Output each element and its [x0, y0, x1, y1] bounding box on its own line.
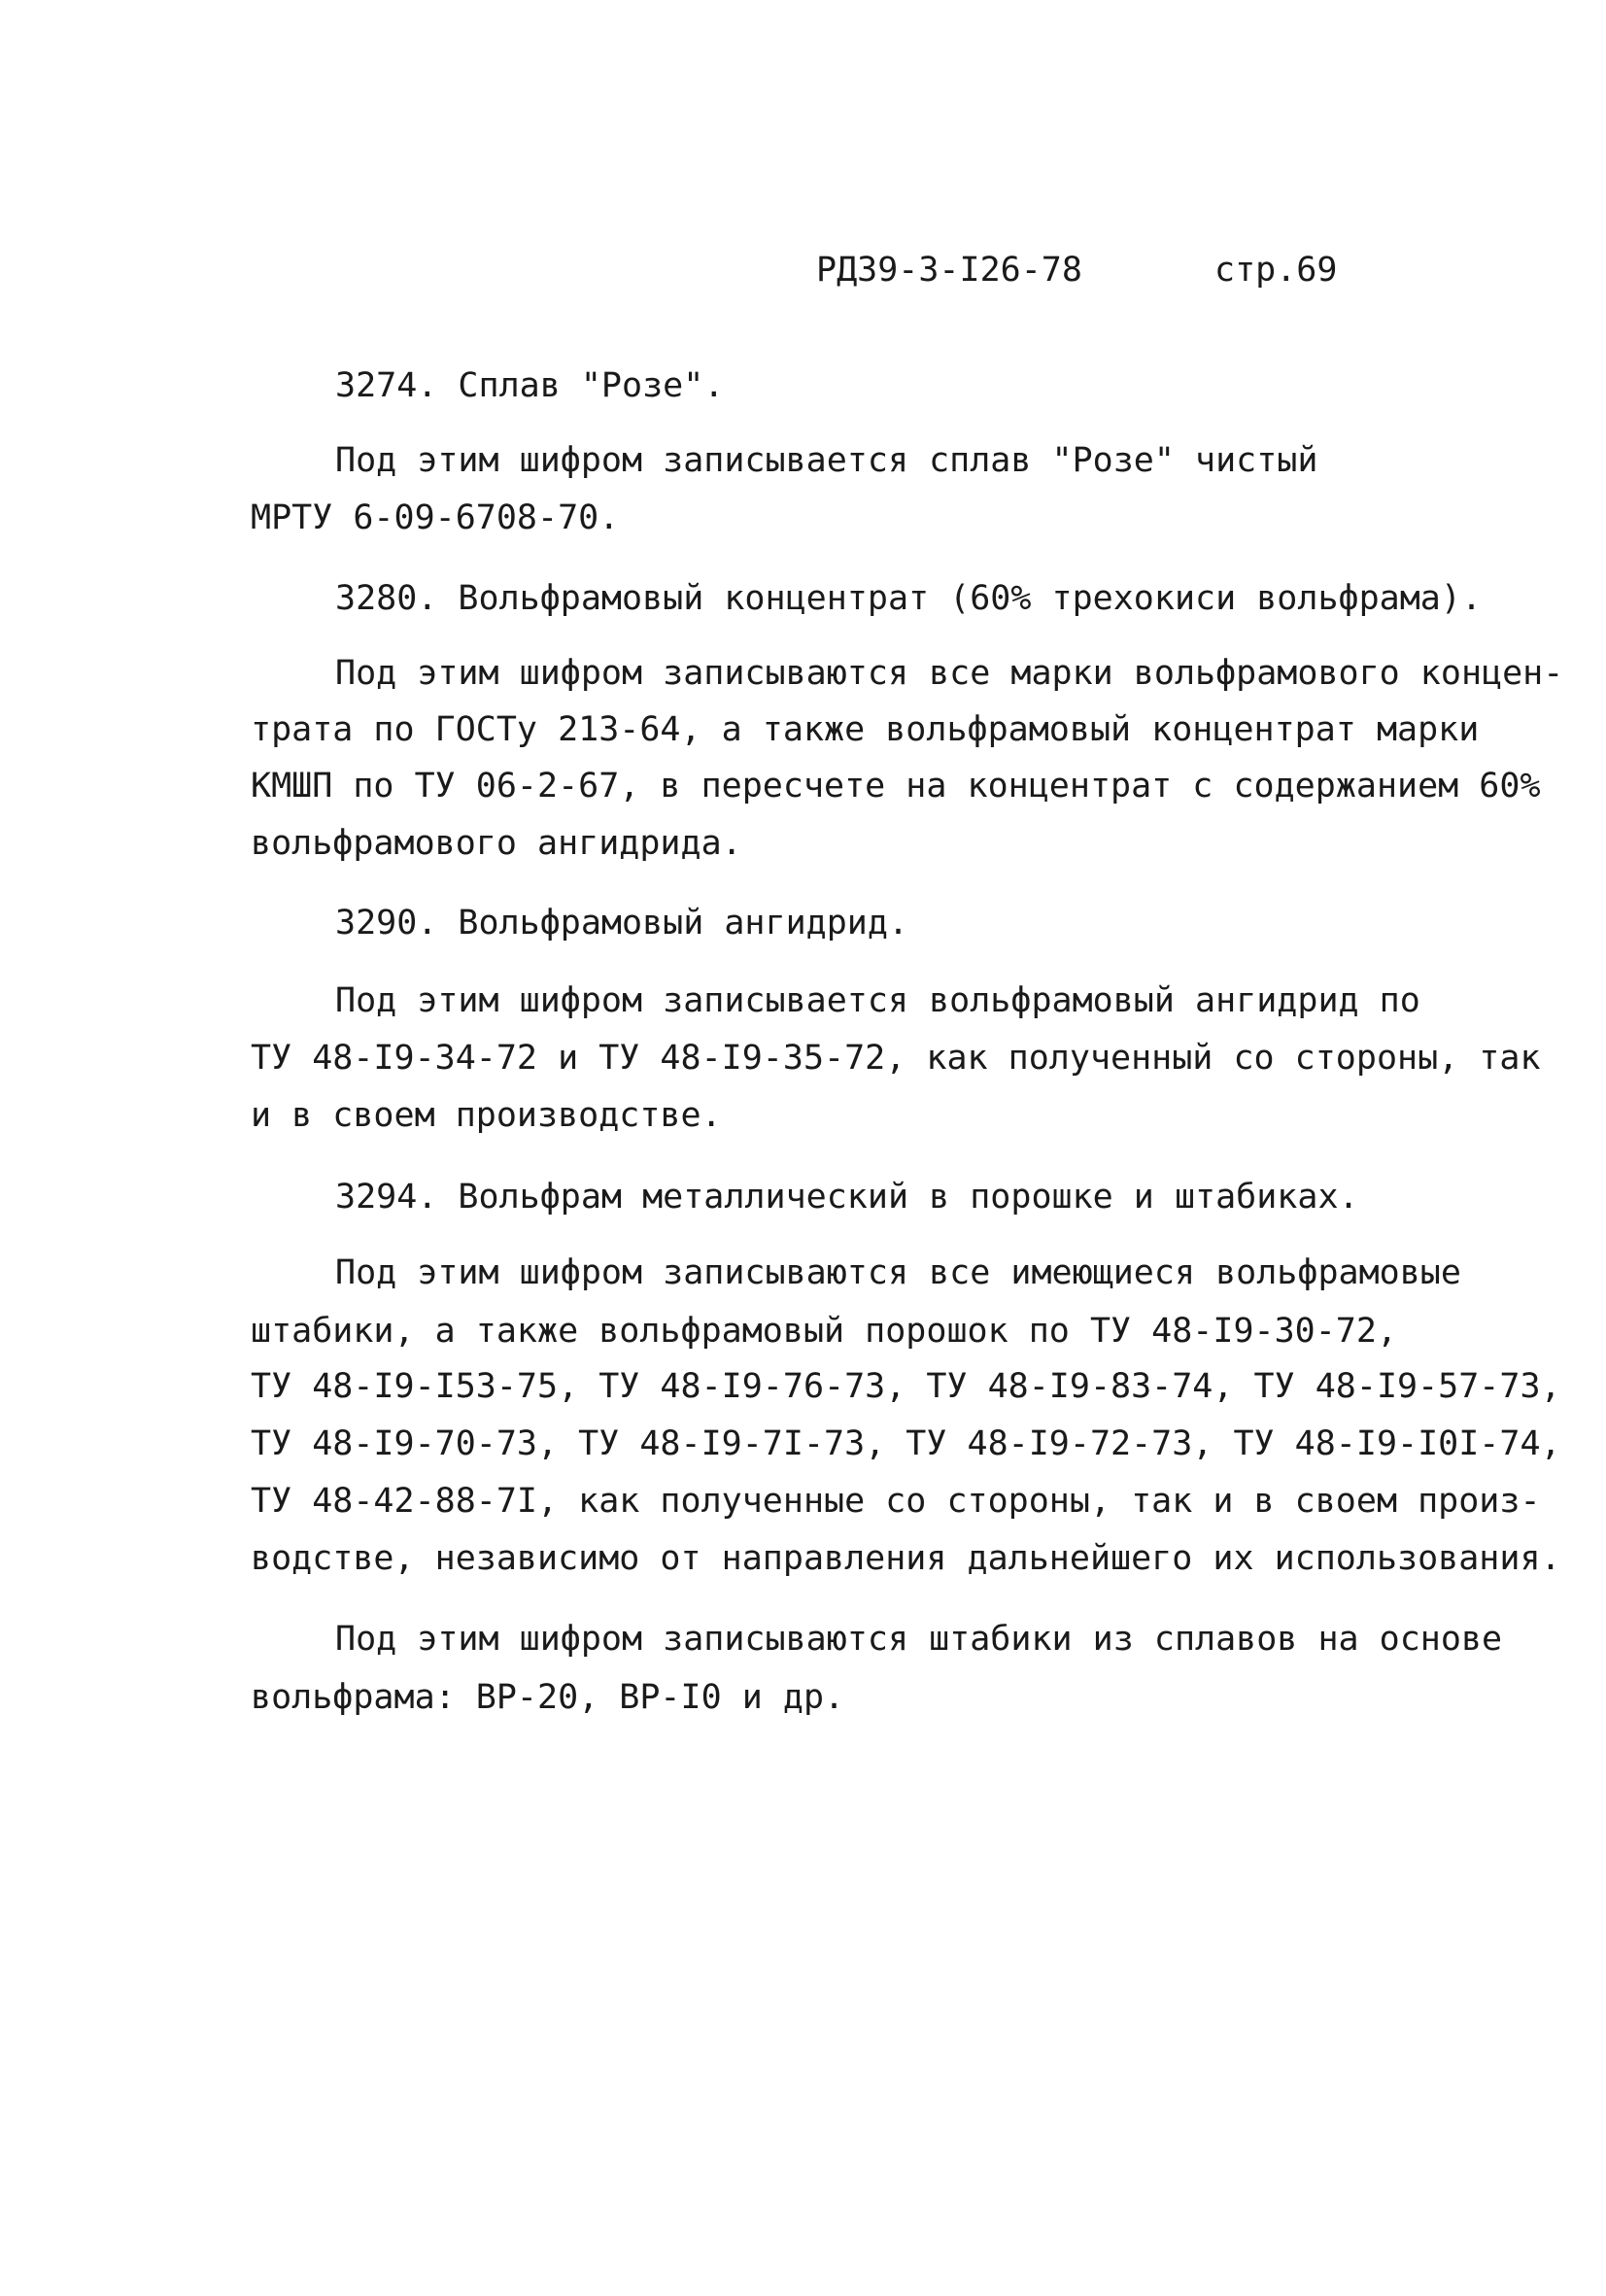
paragraph-line: ТУ 48-42-88-7I, как полученные со стороны, так и в своем произ- — [251, 1482, 1541, 1521]
paragraph-line: Под этим шифром записываются штабики из сплавов на основе — [335, 1620, 1503, 1659]
document-code: РДЗ9-3-I26-78 — [816, 251, 1082, 290]
section-heading-3290: 3290. Вольфрамовый ангидрид. — [335, 904, 909, 942]
paragraph-line: Под этим шифром записываются все марки вольфрамового концен- — [335, 654, 1564, 693]
paragraph-line: ТУ 48-I9-34-72 и ТУ 48-I9-35-72, как полученный со стороны, так — [251, 1039, 1541, 1078]
section-heading-3294: 3294. Вольфрам металлический в порошке и штабиках. — [335, 1178, 1359, 1217]
paragraph-line: ТУ 48-I9-I53-75, ТУ 48-I9-76-73, ТУ 48-I9-83-74, ТУ 48-I9-57-73, — [251, 1367, 1561, 1406]
section-heading-3274: 3274. Сплав "Розе". — [335, 366, 725, 405]
paragraph-line: КМШП по ТУ 06-2-67, в пересчете на концентрат с содержанием 60% — [251, 767, 1541, 805]
paragraph-line: Под этим шифром записывается сплав "Розе" чистый — [335, 441, 1318, 480]
paragraph-line: вольфрама: ВР-20, ВР-I0 и др. — [251, 1678, 845, 1717]
paragraph-line: трата по ГОСТу 213-64, а также вольфрамовый концентрат марки — [251, 710, 1480, 749]
page-header — [0, 251, 1606, 299]
paragraph-line: и в своем производстве. — [251, 1096, 722, 1135]
paragraph-line: Под этим шифром записывается вольфрамовый ангидрид по — [335, 981, 1420, 1020]
paragraph-line: ТУ 48-I9-70-73, ТУ 48-I9-7I-73, ТУ 48-I9-72-73, ТУ 48-I9-I0I-74, — [251, 1424, 1561, 1463]
section-heading-3280: 3280. Вольфрамовый концентрат (60% трехокиси вольфрама). — [335, 579, 1483, 618]
paragraph-line: штабики, а также вольфрамовый порошок по ТУ 48-I9-30-72, — [251, 1312, 1398, 1351]
paragraph-line: МРТУ 6-09-6708-70. — [251, 498, 620, 537]
paragraph-line: вольфрамового ангидрида. — [251, 824, 742, 863]
page-number: стр.69 — [1214, 251, 1338, 290]
paragraph-line: водстве, независимо от направления дальнейшего их использования. — [251, 1539, 1561, 1578]
paragraph-line: Под этим шифром записываются все имеющиеся вольфрамовые — [335, 1253, 1461, 1292]
